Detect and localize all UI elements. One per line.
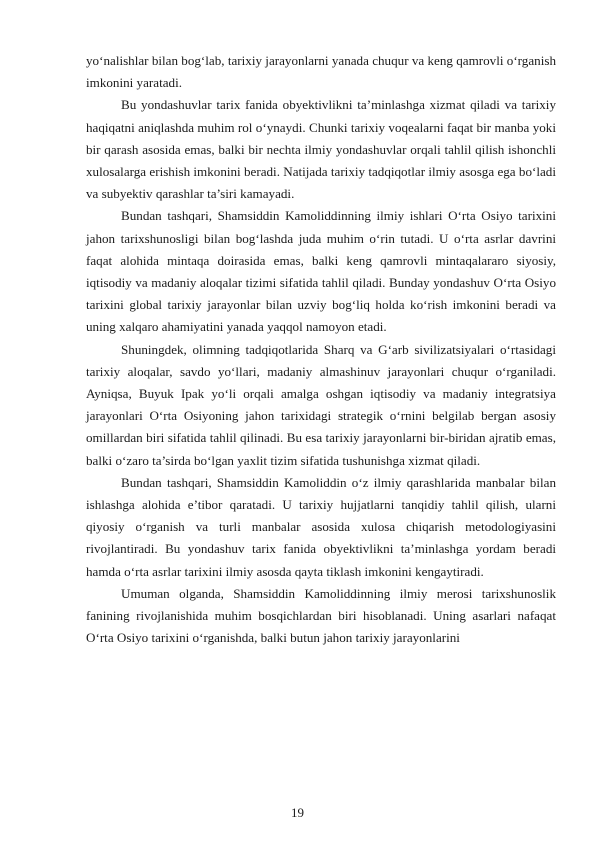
- page-number: 19: [291, 805, 304, 820]
- paragraph-1: yo‘nalishlar bilan bog‘lab, tarixiy jarayonlarni yanada chuqur va keng qamrovli o‘rganish imkonini yaratadi.: [86, 53, 556, 91]
- paragraph-4: Shuningdek, olimning tadqiqotlarida Sharq va G‘arb sivilizatsiyalari o‘rtasidagi tarixiy aloqalar, savdo yo‘llari, madaniy almashinuv jarayonlari chuqur o‘rganiladi. Ayniqsa, Buyuk Ipak yo‘li orqali amalga oshgan iqtisodiy va madaniy integratsiya jarayonlari O‘rta Osiyoning jahon tarixidagi strategik o‘rnini belgilab bergan asosiy omillardan biri sifatida tahlil qilinadi. Bu esa tarixiy jarayonlarni bir-biridan ajratib emas, balki o‘zaro ta’sirda bo‘lgan yaxlit tizim sifatida tushunishga xizmat qiladi.: [86, 341, 556, 468]
- paragraph-2: Bu yondashuvlar tarix fanida obyektivlikni ta’minlashga xizmat qiladi va tarixiy haqiqatni aniqlashda muhim rol o‘ynaydi. Chunki tarixiy voqealarni faqat bir manba yoki bir qarash asosida emas, balki bir nechta ilmiy yondashuvlar orqali tahlil qilish ishonchli xulosalarga erishish imkonini beradi. Natijada tarixiy tadqiqotlar ilmiy asosga ega bo‘ladi va subyektiv qarashlar ta’siri kamayadi.: [86, 97, 556, 202]
- document-body: [86, 50, 556, 649]
- paragraph-3: Bundan tashqari, Shamsiddin Kamoliddinning ilmiy ishlari O‘rta Osiyo tarixini jahon tarixshunosligi bilan bog‘lashda juda muhim o‘rin tutadi. U o‘rta asrlar davrini faqat alohida mintaqa doirasida emas, balki keng qamrovli mintaqalararo siyosiy, iqtisodiy va madaniy aloqalar tizimi sifatida tahlil qiladi. Bunday yondashuv O‘rta Osiyo tarixini global tarixiy jarayonlar bilan uzviy bog‘liq holda ko‘rish imkonini beradi va uning xalqaro ahamiyatini yanada yaqqol namoyon etadi.: [86, 208, 556, 335]
- paragraph-6: Umuman olganda, Shamsiddin Kamoliddinning ilmiy merosi tarixshunoslik fanining rivojlanishida muhim bosqichlardan biri hisoblanadi. Uning asarlari nafaqat O‘rta Osiyo tarixini o‘rganishda, balki butun jahon tarixiy jarayonlarini: [86, 585, 556, 646]
- paragraph-5: Bundan tashqari, Shamsiddin Kamoliddin o‘z ilmiy qarashlarida manbalar bilan ishlashga alohida e’tibor qaratadi. U tarixiy hujjatlarni tanqidiy tahlil qilish, ularni qiyosiy o‘rganish va turli manbalar asosida xulosa chiqarish metodologiyasini rivojlantiradi. Bu yondashuv tarix fanida obyektivlikni ta’minlashga yordam beradi hamda o‘rta asrlar tarixini ilmiy asosda qayta tiklash imkonini kengaytiradi.: [86, 474, 556, 579]
